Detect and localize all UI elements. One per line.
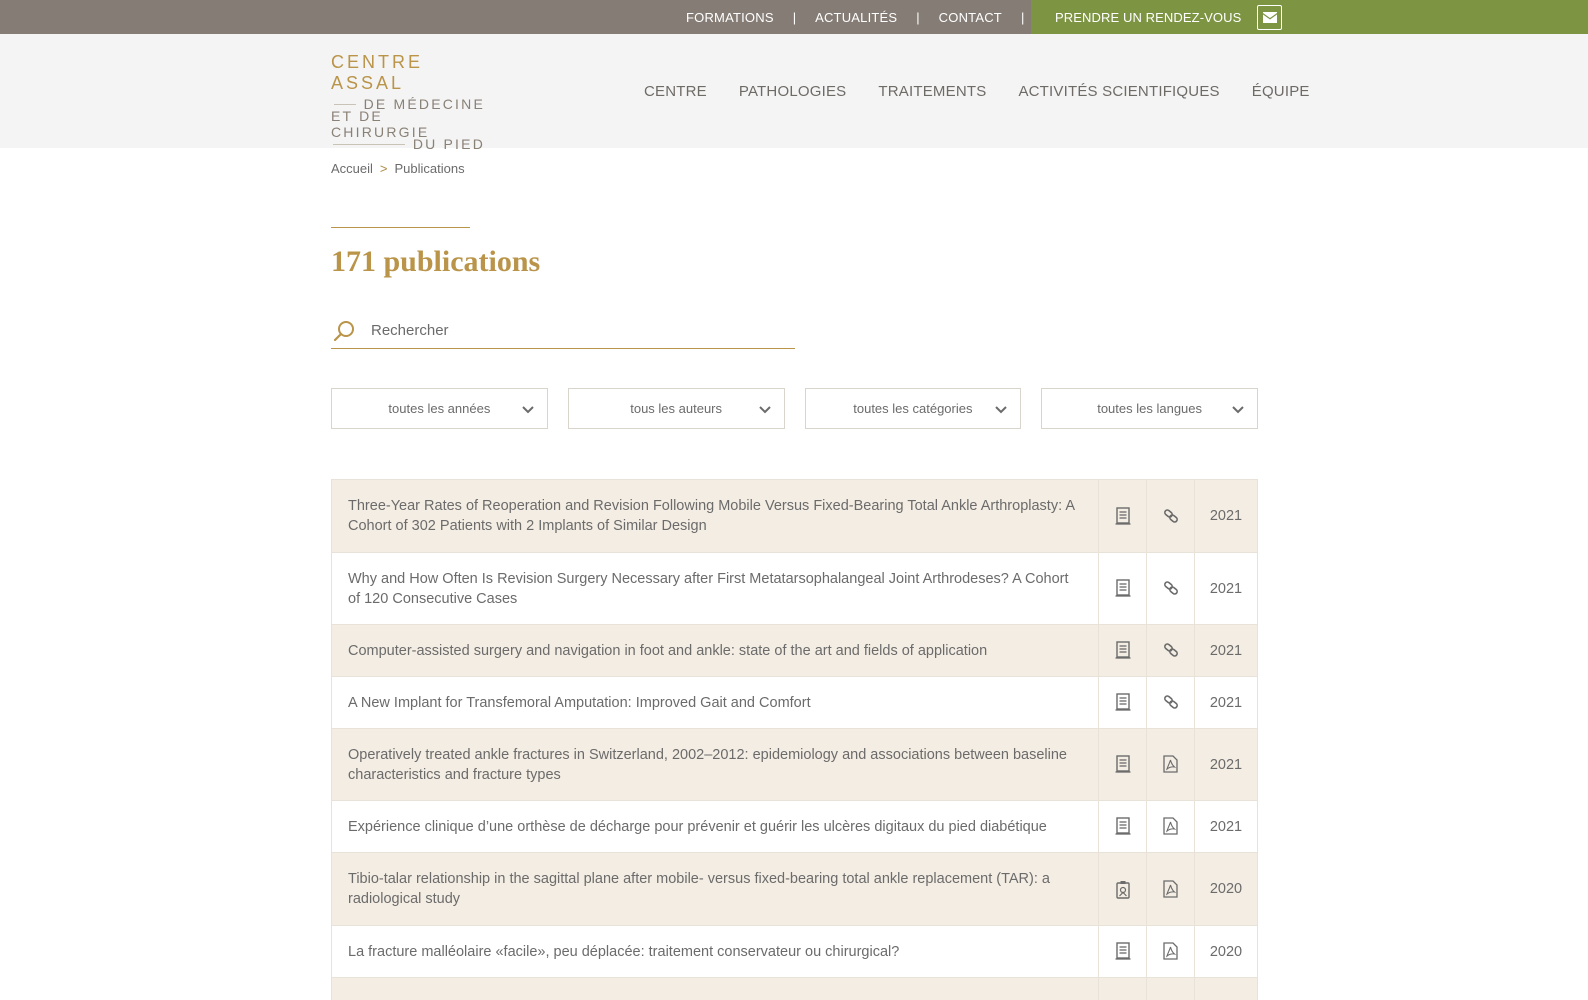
publication-year: 2021	[1195, 625, 1258, 677]
table-row[interactable]	[332, 853, 1258, 926]
publication-title[interactable]: Tibio-talar relationship in the sagittal plane after mobile- versus fixed-bearing total ankle replacement (TAR): a radiological study	[332, 853, 1099, 926]
filter-authors-label: tous les auteurs	[630, 401, 723, 416]
poster-icon[interactable]	[1099, 853, 1147, 926]
nav-item-equipe[interactable]: ÉQUIPE	[1251, 82, 1310, 100]
envelope-icon	[1257, 5, 1282, 30]
top-link-actualites[interactable]: ACTUALITÉS	[815, 9, 898, 25]
logo-line-4: DU PIED	[412, 136, 485, 152]
nav-item-pathologies[interactable]: PATHOLOGIES	[738, 82, 847, 100]
filter-languages-label: toutes les langues	[1097, 401, 1203, 416]
publication-year: 2021	[1195, 677, 1258, 729]
chevron-down-icon	[995, 403, 1007, 415]
chevron-down-icon	[1232, 403, 1244, 415]
top-separator: |	[792, 9, 797, 25]
publication-year: 2020	[1195, 853, 1258, 926]
pdf-icon[interactable]	[1147, 801, 1195, 853]
filters	[331, 388, 1258, 429]
logo-line-3: ET DE CHIRURGIE	[331, 108, 430, 140]
link-icon[interactable]	[1147, 677, 1195, 729]
breadcrumb	[331, 161, 465, 176]
pdf-icon[interactable]	[1147, 926, 1195, 978]
publication-title[interactable]: Expérience clinique d’une orthèse de décharge pour prévenir et guérir les ulcères digitaux du pied diabétique	[332, 801, 1099, 853]
logo-rule	[334, 104, 356, 105]
table-row[interactable]	[332, 801, 1258, 853]
appointment-button[interactable]	[1031, 0, 1588, 34]
site-header	[0, 34, 1588, 152]
nav-item-activites-scientifiques[interactable]: ACTIVITÉS SCIENTIFIQUES	[1018, 82, 1220, 100]
filter-years-select[interactable]	[331, 388, 548, 429]
top-bar	[0, 0, 1588, 34]
article-icon[interactable]	[1099, 729, 1147, 801]
logo-line-2: DE MÉDECINE	[363, 96, 485, 112]
table-row[interactable]	[332, 625, 1258, 677]
table-row[interactable]	[332, 978, 1258, 1000]
table-row[interactable]	[332, 553, 1258, 625]
publication-year: 2021	[1195, 801, 1258, 853]
filter-categories-label: toutes les catégories	[853, 401, 973, 416]
article-icon[interactable]	[1099, 677, 1147, 729]
filter-categories-select[interactable]	[805, 388, 1022, 429]
publications-table	[331, 479, 1258, 1000]
publication-title[interactable]: La fracture malléolaire «facile», peu déplacée: traitement conservateur ou chirurgical?	[332, 926, 1099, 978]
link-icon[interactable]	[1147, 480, 1195, 553]
page-title: 171 publications	[331, 245, 541, 278]
publication-title[interactable]	[332, 978, 1099, 1000]
logo-line-1: CENTRE ASSAL	[331, 52, 424, 93]
row-icon-cell	[1099, 978, 1147, 1000]
publication-title[interactable]: Why and How Often Is Revision Surgery Necessary after First Metatarsophalangeal Joint Arthrodeses? A Cohort of 120 Consecutive Cases	[332, 553, 1099, 625]
main-nav	[644, 34, 1310, 148]
search-icon[interactable]	[333, 320, 355, 342]
filter-authors-select[interactable]	[568, 388, 785, 429]
article-icon[interactable]	[1099, 480, 1147, 553]
search-input[interactable]	[371, 322, 771, 339]
article-icon[interactable]	[1099, 553, 1147, 625]
logo-rule	[333, 144, 405, 145]
link-icon[interactable]	[1147, 625, 1195, 677]
top-link-contact[interactable]: CONTACT	[938, 9, 1002, 25]
filter-languages-select[interactable]	[1041, 388, 1258, 429]
search-bar	[331, 313, 795, 349]
publication-title[interactable]: Computer-assisted surgery and navigation in foot and ankle: state of the art and fields of application	[332, 625, 1099, 677]
appointment-label: PRENDRE UN RENDEZ-VOUS	[1055, 9, 1242, 25]
pdf-icon[interactable]	[1147, 729, 1195, 801]
nav-item-traitements[interactable]: TRAITEMENTS	[878, 82, 987, 100]
table-row[interactable]	[332, 677, 1258, 729]
top-nav	[686, 0, 1043, 34]
table-row[interactable]	[332, 926, 1258, 978]
title-divider	[331, 227, 470, 228]
breadcrumb-current: Publications	[394, 161, 465, 176]
nav-item-centre[interactable]: CENTRE	[644, 82, 707, 100]
publication-year: 2021	[1195, 553, 1258, 625]
publication-year	[1195, 978, 1258, 1000]
table-row[interactable]	[332, 729, 1258, 801]
article-icon[interactable]	[1099, 625, 1147, 677]
top-separator: |	[916, 9, 920, 25]
chevron-down-icon	[759, 403, 771, 415]
publication-year: 2020	[1195, 926, 1258, 978]
publication-title[interactable]: A New Implant for Transfemoral Amputation: Improved Gait and Comfort	[332, 677, 1099, 729]
top-link-formations[interactable]: FORMATIONS	[686, 9, 774, 25]
logo[interactable]	[331, 52, 485, 154]
link-icon[interactable]	[1147, 553, 1195, 625]
publication-year: 2021	[1195, 480, 1258, 553]
publication-year: 2021	[1195, 729, 1258, 801]
logo-row-3	[331, 108, 485, 140]
publication-title[interactable]: Operatively treated ankle fractures in Switzerland, 2002–2012: epidemiology and associations between baseline characteristics and fracture types	[332, 729, 1099, 801]
article-icon[interactable]	[1099, 801, 1147, 853]
article-icon[interactable]	[1099, 926, 1147, 978]
top-separator: |	[1020, 9, 1025, 25]
row-icon-cell	[1147, 978, 1195, 1000]
table-row[interactable]	[332, 480, 1258, 553]
pdf-icon[interactable]	[1147, 853, 1195, 926]
breadcrumb-home[interactable]: Accueil	[331, 161, 373, 176]
breadcrumb-separator: >	[379, 161, 388, 176]
publication-title[interactable]: Three-Year Rates of Reoperation and Revision Following Mobile Versus Fixed-Bearing Total Ankle Arthroplasty: A Cohort of 302 Patients with 2 Implants of Similar Design	[332, 480, 1099, 553]
chevron-down-icon	[522, 403, 534, 415]
filter-years-label: toutes les années	[388, 401, 491, 416]
